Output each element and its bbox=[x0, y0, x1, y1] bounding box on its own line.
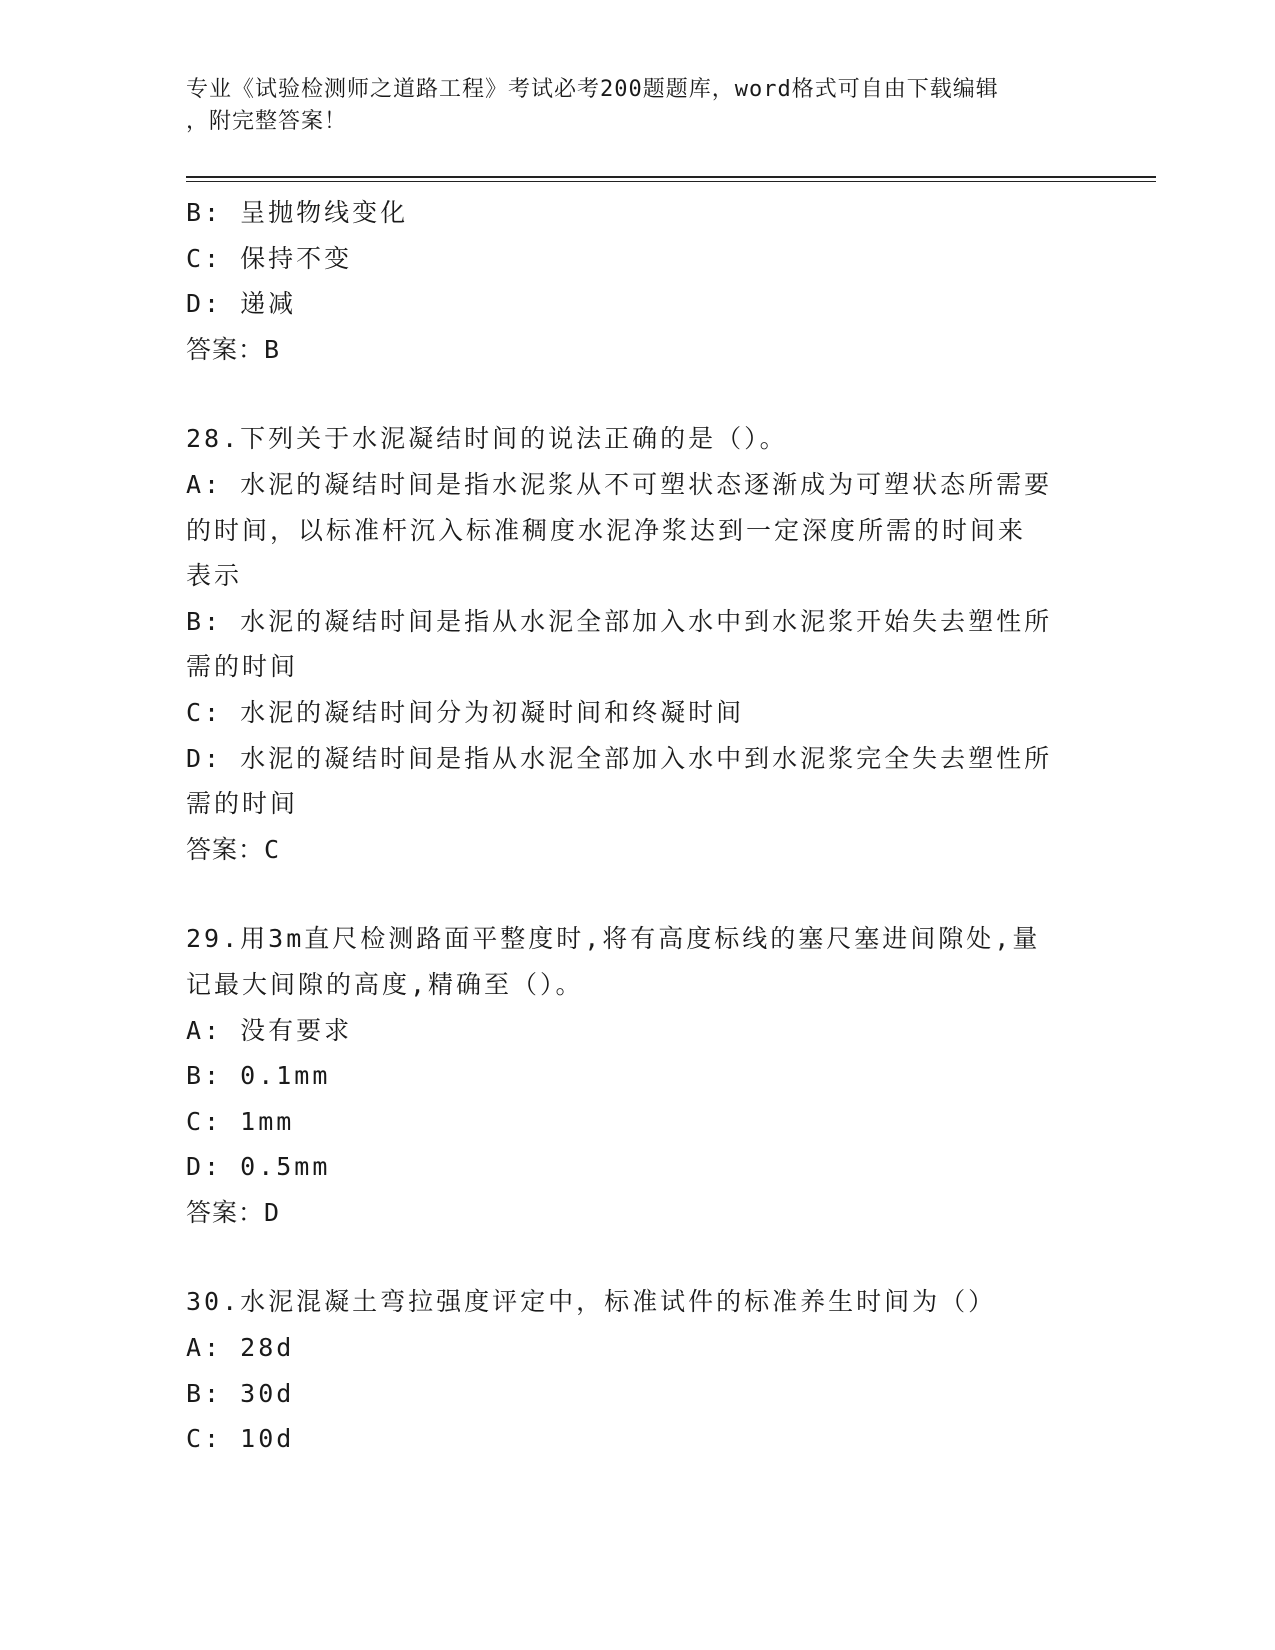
option-b: B: 呈抛物线变化 bbox=[186, 198, 409, 227]
option-b-line-1: B: 水泥的凝结时间是指从水泥全部加入水中到水泥浆开始失去塑性所 bbox=[186, 606, 1053, 636]
option-a-line-3: 表示 bbox=[186, 561, 243, 591]
question-stem: 28.下列关于水泥凝结时间的说法正确的是（）。 bbox=[186, 424, 788, 454]
option-c: C: 10d bbox=[186, 1424, 295, 1454]
spacer bbox=[186, 372, 1086, 416]
spacer bbox=[186, 1235, 1086, 1279]
option-d-line-2: 需的时间 bbox=[186, 789, 299, 819]
option-a: A: 没有要求 bbox=[186, 1015, 353, 1045]
question-27 bbox=[186, 190, 1086, 372]
option-b: B: 0.1mm bbox=[186, 1061, 331, 1091]
option-d-line-1: D: 水泥的凝结时间是指从水泥全部加入水中到水泥浆完全失去塑性所 bbox=[186, 743, 1053, 773]
question-28 bbox=[186, 416, 1086, 872]
document-body bbox=[186, 190, 1086, 1462]
option-b: B: 30d bbox=[186, 1378, 295, 1408]
answer: 答案：D bbox=[186, 1197, 281, 1227]
answer: 答案：C bbox=[186, 834, 281, 864]
option-a: A: 28d bbox=[186, 1333, 295, 1363]
option-a-line-1: A: 水泥的凝结时间是指水泥浆从不可塑状态逐渐成为可塑状态所需要 bbox=[186, 469, 1053, 499]
question-stem: 30.水泥混凝土弯拉强度评定中，标准试件的标准养生时间为（） bbox=[186, 1287, 997, 1317]
header-title-line-1: 专业《试验检测师之道路工程》考试必考200题题库，word格式可自由下载编辑 bbox=[186, 77, 999, 102]
option-c: C: 水泥的凝结时间分为初凝时间和终凝时间 bbox=[186, 697, 745, 727]
header-divider-thin bbox=[186, 181, 1156, 182]
option-c: C: 1mm bbox=[186, 1106, 295, 1136]
option-a-line-2: 的时间，以标准杆沉入标准稠度水泥净浆达到一定深度所需的时间来 bbox=[186, 515, 1027, 545]
question-30 bbox=[186, 1279, 1086, 1461]
header-title-line-2: ，附完整答案！ bbox=[186, 109, 348, 134]
question-stem-line-2: 记最大间隙的高度,精确至（）。 bbox=[186, 969, 584, 999]
option-c: C: 保持不变 bbox=[186, 243, 353, 273]
answer: 答案：B bbox=[186, 334, 281, 364]
question-29 bbox=[186, 916, 1086, 1235]
spacer bbox=[186, 872, 1086, 916]
header-divider-thick bbox=[186, 176, 1156, 178]
option-d: D: 递减 bbox=[186, 289, 297, 319]
question-stem-line-1: 29.用3m直尺检测路面平整度时,将有高度标线的塞尺塞进间隙处,量 bbox=[186, 924, 1041, 954]
document-header bbox=[186, 74, 1086, 138]
option-d: D: 0.5mm bbox=[186, 1152, 331, 1182]
option-b-line-2: 需的时间 bbox=[186, 652, 299, 682]
